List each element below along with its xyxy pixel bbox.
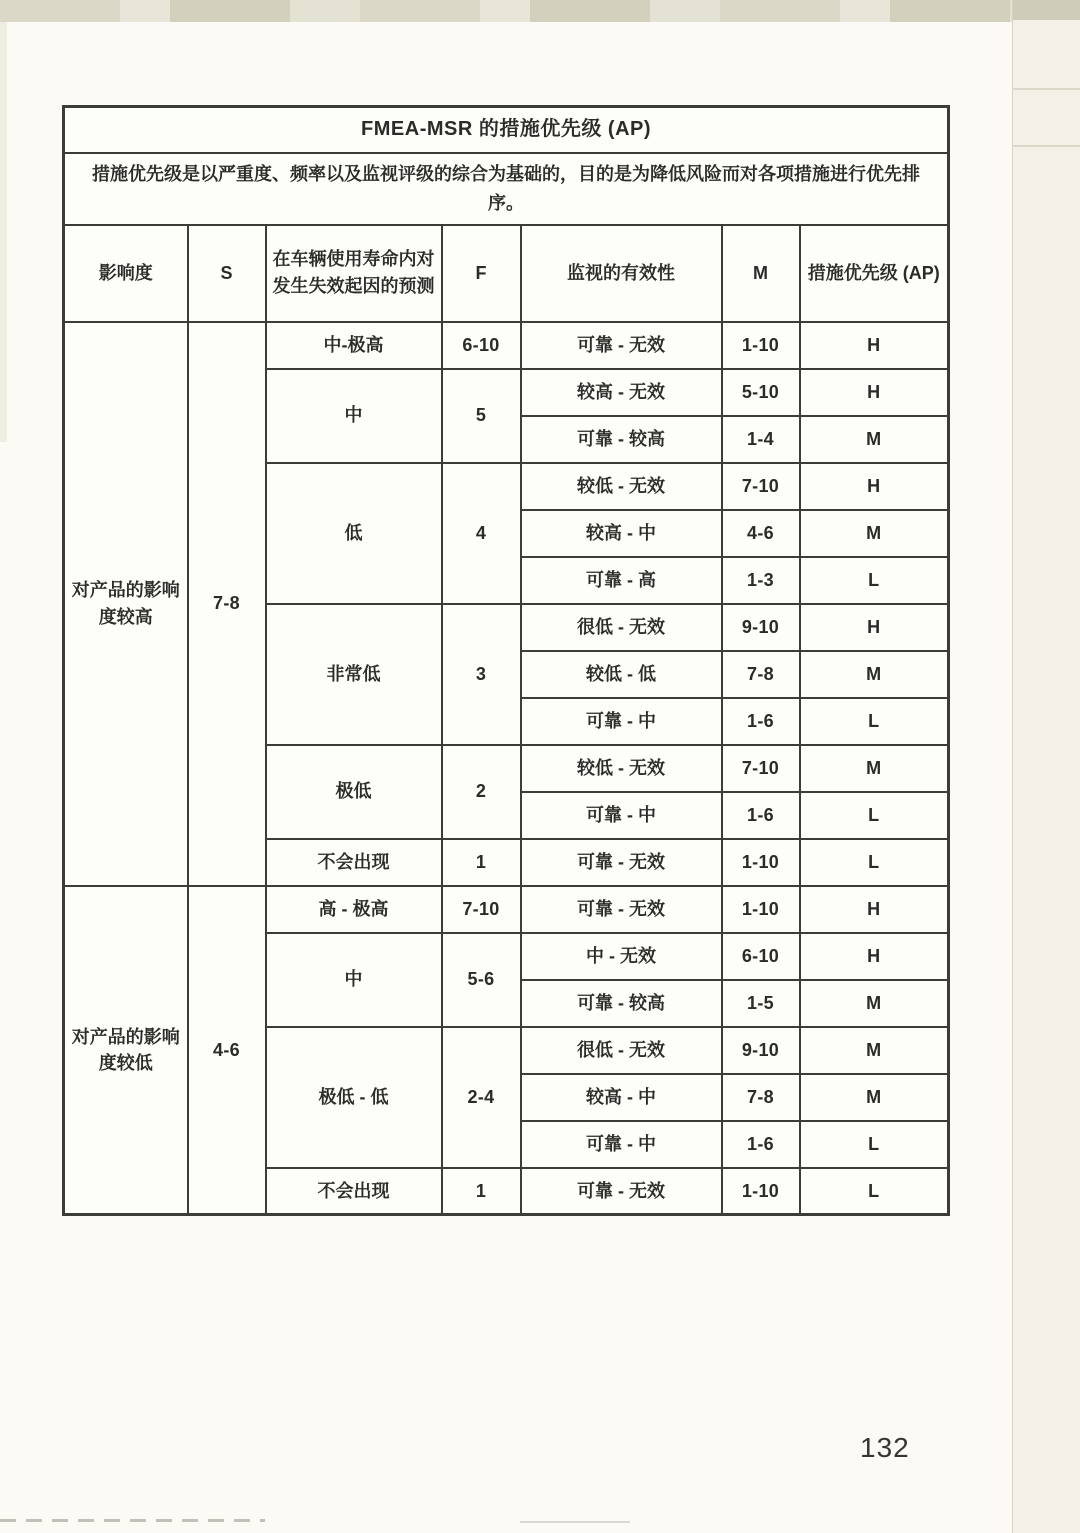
scan-artifact-line bbox=[1013, 88, 1080, 90]
header-ap: 措施优先级 (AP) bbox=[800, 225, 949, 322]
prediction-cell: 不会出现 bbox=[266, 839, 442, 886]
ap-cell: M bbox=[800, 745, 949, 792]
monitoring-cell: 可靠 - 中 bbox=[521, 1121, 722, 1168]
m-cell: 7-10 bbox=[722, 463, 800, 510]
ap-cell: L bbox=[800, 1168, 949, 1215]
ap-cell: L bbox=[800, 1121, 949, 1168]
header-impact: 影响度 bbox=[64, 225, 188, 322]
prediction-cell: 极低 bbox=[266, 745, 442, 839]
m-cell: 1-5 bbox=[722, 980, 800, 1027]
m-cell: 1-10 bbox=[722, 839, 800, 886]
m-cell: 1-10 bbox=[722, 322, 800, 369]
ap-cell: H bbox=[800, 886, 949, 933]
m-cell: 1-6 bbox=[722, 792, 800, 839]
prediction-cell: 低 bbox=[266, 463, 442, 604]
monitoring-cell: 可靠 - 中 bbox=[521, 698, 722, 745]
m-cell: 1-6 bbox=[722, 1121, 800, 1168]
monitoring-cell: 较高 - 无效 bbox=[521, 369, 722, 416]
m-cell: 4-6 bbox=[722, 510, 800, 557]
monitoring-cell: 中 - 无效 bbox=[521, 933, 722, 980]
ap-cell: L bbox=[800, 839, 949, 886]
header-m: M bbox=[722, 225, 800, 322]
monitoring-cell: 较低 - 无效 bbox=[521, 745, 722, 792]
f-cell: 5-6 bbox=[442, 933, 521, 1027]
m-cell: 7-8 bbox=[722, 1074, 800, 1121]
ap-cell: L bbox=[800, 557, 949, 604]
ap-cell: M bbox=[800, 651, 949, 698]
impact-cell: 对产品的影响度较低 bbox=[64, 886, 188, 1215]
scan-top-edge-texture bbox=[0, 0, 1080, 22]
m-cell: 1-3 bbox=[722, 557, 800, 604]
m-cell: 7-10 bbox=[722, 745, 800, 792]
monitoring-cell: 可靠 - 无效 bbox=[521, 322, 722, 369]
m-cell: 5-10 bbox=[722, 369, 800, 416]
f-cell: 5 bbox=[442, 369, 521, 463]
monitoring-cell: 可靠 - 高 bbox=[521, 557, 722, 604]
f-cell: 1 bbox=[442, 839, 521, 886]
scan-artifact-line bbox=[1013, 145, 1080, 147]
table-row bbox=[64, 886, 949, 933]
table-title: FMEA-MSR 的措施优先级 (AP) bbox=[64, 107, 949, 153]
prediction-cell: 中-极高 bbox=[266, 322, 442, 369]
monitoring-cell: 可靠 - 较高 bbox=[521, 980, 722, 1027]
ap-cell: H bbox=[800, 463, 949, 510]
ap-cell: L bbox=[800, 792, 949, 839]
m-cell: 1-10 bbox=[722, 886, 800, 933]
monitoring-cell: 较低 - 低 bbox=[521, 651, 722, 698]
prediction-cell: 中 bbox=[266, 369, 442, 463]
m-cell: 6-10 bbox=[722, 933, 800, 980]
ap-cell: H bbox=[800, 322, 949, 369]
monitoring-cell: 较高 - 中 bbox=[521, 510, 722, 557]
scan-bottom-artifacts bbox=[520, 1521, 630, 1523]
header-prediction: 在车辆使用寿命内对发生失效起因的预测 bbox=[266, 225, 442, 322]
f-cell: 4 bbox=[442, 463, 521, 604]
monitoring-cell: 很低 - 无效 bbox=[521, 1027, 722, 1074]
m-cell: 7-8 bbox=[722, 651, 800, 698]
m-cell: 9-10 bbox=[722, 1027, 800, 1074]
f-cell: 3 bbox=[442, 604, 521, 745]
table-description: 措施优先级是以严重度、频率以及监视评级的综合为基础的，目的是为降低风险而对各项措施进行优先排序。 bbox=[64, 153, 949, 225]
f-cell: 2 bbox=[442, 745, 521, 839]
ap-cell: M bbox=[800, 510, 949, 557]
table-header-row bbox=[64, 225, 949, 322]
header-f: F bbox=[442, 225, 521, 322]
scan-right-margin bbox=[1012, 0, 1080, 1533]
impact-cell: 对产品的影响度较高 bbox=[64, 322, 188, 886]
scan-bottom-artifacts bbox=[0, 1519, 265, 1522]
prediction-cell: 高 - 极高 bbox=[266, 886, 442, 933]
scan-corner-patch bbox=[1013, 0, 1080, 20]
monitoring-cell: 较高 - 中 bbox=[521, 1074, 722, 1121]
ap-cell: L bbox=[800, 698, 949, 745]
prediction-cell: 不会出现 bbox=[266, 1168, 442, 1215]
m-cell: 1-4 bbox=[722, 416, 800, 463]
ap-cell: M bbox=[800, 416, 949, 463]
prediction-cell: 中 bbox=[266, 933, 442, 1027]
s-cell: 4-6 bbox=[188, 886, 266, 1215]
monitoring-cell: 很低 - 无效 bbox=[521, 604, 722, 651]
f-cell: 7-10 bbox=[442, 886, 521, 933]
table-row bbox=[64, 322, 949, 369]
page-number: 132 bbox=[860, 1432, 910, 1463]
fmea-msr-ap-table-container bbox=[62, 105, 950, 1216]
monitoring-cell: 可靠 - 较高 bbox=[521, 416, 722, 463]
f-cell: 1 bbox=[442, 1168, 521, 1215]
monitoring-cell: 较低 - 无效 bbox=[521, 463, 722, 510]
m-cell: 1-6 bbox=[722, 698, 800, 745]
f-cell: 2-4 bbox=[442, 1027, 521, 1168]
m-cell: 9-10 bbox=[722, 604, 800, 651]
header-s: S bbox=[188, 225, 266, 322]
prediction-cell: 非常低 bbox=[266, 604, 442, 745]
f-cell: 6-10 bbox=[442, 322, 521, 369]
m-cell: 1-10 bbox=[722, 1168, 800, 1215]
ap-table bbox=[62, 105, 950, 1216]
table-description-row bbox=[64, 153, 949, 225]
monitoring-cell: 可靠 - 无效 bbox=[521, 1168, 722, 1215]
monitoring-cell: 可靠 - 中 bbox=[521, 792, 722, 839]
ap-cell: H bbox=[800, 369, 949, 416]
ap-cell: M bbox=[800, 1027, 949, 1074]
table-body bbox=[64, 322, 949, 1215]
ap-cell: H bbox=[800, 604, 949, 651]
ap-cell: H bbox=[800, 933, 949, 980]
prediction-cell: 极低 - 低 bbox=[266, 1027, 442, 1168]
s-cell: 7-8 bbox=[188, 322, 266, 886]
monitoring-cell: 可靠 - 无效 bbox=[521, 839, 722, 886]
header-monitoring: 监视的有效性 bbox=[521, 225, 722, 322]
table-title-row bbox=[64, 107, 949, 153]
monitoring-cell: 可靠 - 无效 bbox=[521, 886, 722, 933]
ap-cell: M bbox=[800, 980, 949, 1027]
ap-cell: M bbox=[800, 1074, 949, 1121]
scan-left-edge bbox=[0, 22, 7, 442]
